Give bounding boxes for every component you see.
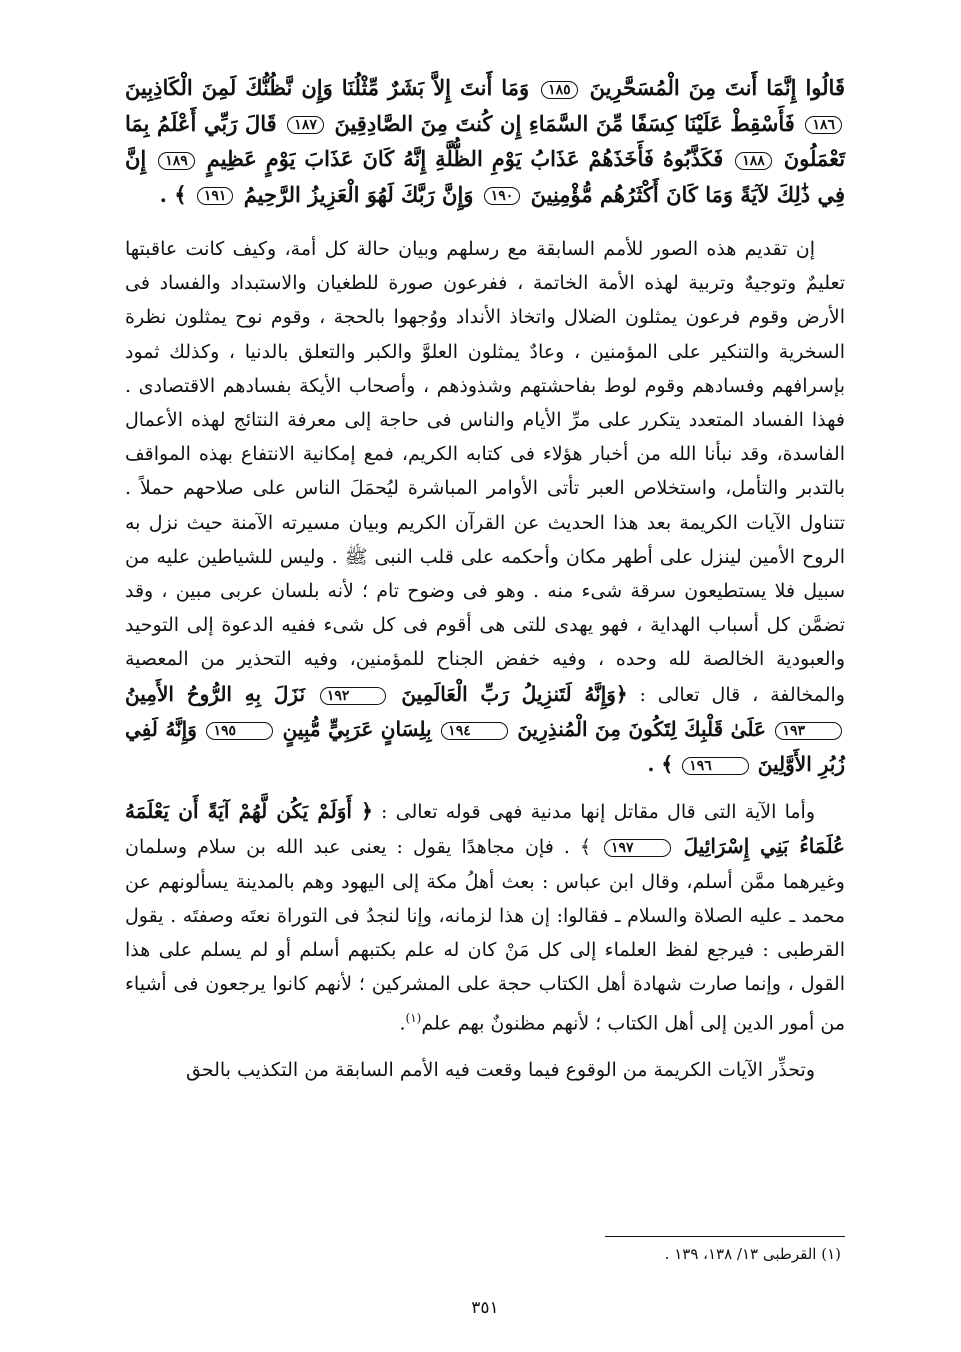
paragraph-2 [125,794,845,1041]
page-number: ٣٥١ [471,1298,499,1318]
quote-text: ﴿وَإِنَّهُ لَتَنزِيلُ رَبِّ الْعَالَمِينَ [401,681,628,706]
verse-number: ١٨٩ [158,152,195,170]
verse-number: ١٩٠ [484,187,521,205]
verse-number: ١٩٥ [206,722,273,740]
page-content [125,70,845,1099]
quote-end-mark: ﴾ . [647,752,674,777]
verse-number: ١٩١ [197,187,234,205]
paragraph-text: ﴾ . فإن مجاهدًا يقول : يعنى عبد الله بن سلام وسلمان وغيرهما ممَّن أسلم، وقال ابن عباس : بعث أهلُ مكة إلى اليهود وهم بالمدينة يسألونهم عن محمد ـ عليه الصلاة والسلام ـ فقالوا: إن هذا لزمانه، وإنا لنجدُ فى التوراة نعتَه وصفتَه . يقول القرطبى : فيرجع لفظ العلماء إلى كل مَنْ كان له علم بكتبهم أسلم أو لم يسلم على هذا القول ، وإنما صارت شهادة أهل الكتاب حجة على المشركين ؛ لأنهم كانوا يرجعون فى أشياء من أمور الدين إلى أهل الكتاب ؛ لأنهم مظنونٌ بهم علم [125,836,845,1035]
quote-text: ﴿ أَوَلَمْ يَكُن لَّهُمْ آيَةً أَن يَعْلَمَهُ عُلَمَاءُ بَنِي إِسْرَائِيلَ [125,799,845,859]
quran-verses-block [125,70,845,212]
paragraph-3 [125,1053,845,1087]
verse-text: وَمَا أَنتَ إِلاَّ بَشَرٌ مِّثْلُنَا وَإِن نَّظُنُّكَ لَمِنَ الْكَاذِبِينَ [125,75,530,100]
verse-text: إِنَّ فِي ذَٰلِكَ لآيَةً وَمَا كَانَ أَكْثَرُهُم مُّؤْمِنِينَ [125,146,845,207]
quote-text: عَلَىٰ قَلْبِكَ لِتَكُونَ مِنَ الْمُنذِرِينَ [517,716,766,741]
quote-text: وَإِنَّهُ لَفِي زُبُرِ الأَوَّلِينَ [125,716,845,777]
verse-number: ١٨٥ [541,81,578,99]
verse-end-mark: ﴾ . [159,181,187,207]
paragraph-text: وأما الآية التى قال مقاتل إنها مدنية فهى قوله تعالى : [372,801,815,824]
verse-text: قَالُوا إِنَّمَا أَنتَ مِنَ الْمُسَحَّرِينَ [589,75,845,100]
verse-number: ١٨٨ [735,152,772,170]
verse-number: ١٩٢ [320,687,387,705]
verse-number: ١٩٣ [775,722,842,740]
verse-number: ١٨٦ [805,116,842,134]
quote-text: نَزَلَ بِهِ الرُّوحُ الأَمِينُ [125,681,306,706]
paragraph-text: . [399,1012,406,1035]
paragraph-text: وتحذِّر الآيات الكريمة من الوقوع فيما وقعت فيه الأمم السابقة من التكذيب بالحق [185,1059,815,1081]
footnote-divider [605,1236,845,1237]
verse-number: ١٩٦ [682,757,749,775]
verse-text: فَأَسْقِطْ عَلَيْنَا كِسَفًا مِّنَ السَّمَاءِ إِن كُنتَ مِنَ الصَّادِقِينَ [334,110,795,136]
paragraph-1 [125,232,845,782]
verse-text: فَكَذَّبُوهُ فَأَخَذَهُمْ عَذَابُ يَوْمِ الظُّلَّةِ إِنَّهُ كَانَ عَذَابَ يَوْمٍ عَظِيمٍ [206,146,724,171]
verse-number: ١٩٧ [604,839,671,857]
verse-number: ١٨٧ [287,116,324,134]
verse-number: ١٩٤ [441,722,508,740]
footnote-reference[interactable]: (١) [405,1011,422,1026]
paragraph-text: إن تقديم هذه الصور للأمم السابقة مع رسلهم وبيان حالة كل أمة، وكيف كانت عاقبتها تعليمٌ وتوجيهٌ وتربية لهذه الأمة الخاتمة ، ففرعون صورة للطغيان والاستبداد والفساد فى الأرض وقوم فرعون يمثلون الضلال واتخاذ الأنداد ووُجهوا بالحجة ، وقوم نوح يمثلون نظرة السخرية والتنكير على المؤمنين ، وعادٌ يمثلون العلوَّ والكبر والتعلق بالدنيا ، وكذلك ثمود بإسرافهم وفسادهم وقوم لوط بفاحشتهم وشذوذهم ، وأصحاب الأيكة بفسادهم الاقتصادى . فهذا الفساد المتعدد يتكرر على مرِّ الأيام والناس فى حاجة إلى معرفة النتائج لهذه الأعمال الفاسدة، وقد نبأنا الله من أخبار هؤلاء فى كتابه الكريم، فمع إمكانية الانتفاع بهذه المواقف بالتدبر والتأمل، واستخلاص العبر تأتى الأوامر المباشرة ليُحمَلَ الناس على صلاحهم حملاً . تتناول الآيات الكريمة بعد هذا الحديث عن القرآن الكريم وبيان مسيرته الآمنة حيث نزل به الروح الأمين لينزل على أطهر مكان وأحكمه على قلب النبى ﷺ . وليس للشياطين عليه من سبيل فلا يستطيعون سرقة شىء منه . وهو فى وضوح تام ؛ لأنه بلسان عربى مبين ، وقد تضمَّن كل أسباب الهداية ، فهو يهدى للتى هى أقوم فى كل شىء ففيه الدعوة إلى التوحيد والعبودية الخالصة لله وحده ، وفيه خفض الجناح للمؤمنين، وفيه التحذير من المعصية والمخالفة ، قال تعالى : [125,238,845,706]
footnote: (١) القرطبى ١٣/ ١٣٨، ١٣٩ . [664,1245,841,1263]
verse-text: وَإِنَّ رَبَّكَ لَهُوَ الْعَزِيزُ الرَّحِيمُ [243,181,474,207]
verse-text: قَالَ رَبِّي أَعْلَمُ بِمَا تَعْمَلُونَ [125,110,846,171]
quote-text: بِلِسَانٍ عَرَبِيٍّ مُّبِينٍ [282,716,432,741]
